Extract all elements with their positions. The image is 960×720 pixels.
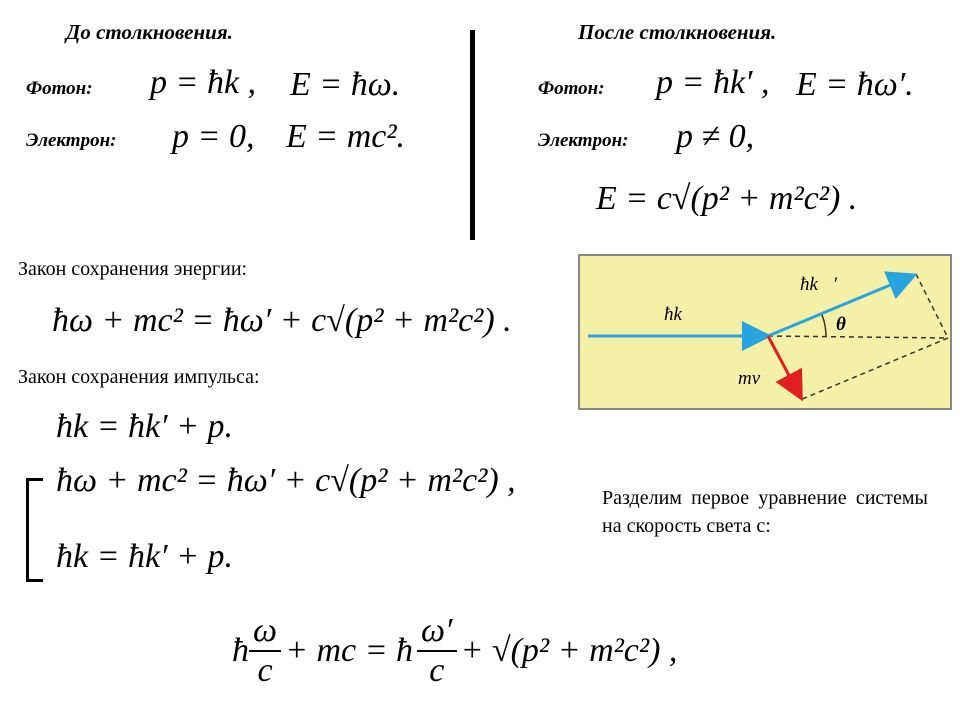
electron-momentum-label: mv⃗ [738, 368, 775, 389]
energy-law-formula: ħω + mc² = ħω′ + c√(p² + m²c²) . [52, 302, 512, 339]
before-photon-energy: E = ħω. [290, 66, 401, 103]
fraction-1-numerator: ω [249, 612, 281, 652]
final-equation [232, 606, 677, 696]
final-tail: + √(p² + m²c²) , [460, 632, 678, 669]
before-heading: До столкновения. [66, 20, 233, 44]
after-electron-momentum: p ≠ 0, [676, 118, 755, 155]
after-electron-label: Электрон: [538, 130, 629, 151]
after-heading: После столкновения. [578, 20, 777, 44]
system-equation-1: ħω + mc² = ħω′ + c√(p² + m²c²) , [56, 462, 516, 499]
momentum-law-title: Закон сохранения импульса: [18, 366, 260, 388]
before-electron-momentum: p = 0, [172, 118, 255, 155]
angle-theta-label: θ [836, 314, 846, 335]
before-electron-label: Электрон: [26, 130, 117, 151]
compton-diagram [578, 254, 952, 410]
fraction-2-numerator: ω′ [417, 612, 456, 652]
system-equation-2: ħk = ħk′ + p. [56, 538, 234, 575]
incoming-photon-label: ħk⃗ [664, 304, 697, 325]
fraction-omega-prime-over-c [417, 612, 456, 690]
scattered-photon-label: ħk⃗′ [800, 274, 837, 295]
fraction-1-denominator: c [257, 652, 273, 689]
vertical-divider [470, 30, 475, 240]
momentum-law-formula: ħk = ħk′ + p. [56, 408, 234, 445]
note-text: Разделим первое уравнение системы на скорость света c: [602, 487, 928, 537]
fraction-omega-over-c [249, 612, 281, 690]
after-photon-energy: E = ħω′. [796, 66, 914, 103]
energy-law-title: Закон сохранения энергии: [18, 258, 248, 280]
final-hbar-1: ħ [232, 632, 249, 669]
fraction-2-denominator: c [429, 652, 445, 689]
system-brace [26, 478, 43, 582]
final-middle: + mc = ħ [285, 632, 414, 669]
after-photon-label: Фотон: [538, 78, 605, 99]
before-electron-energy: E = mc². [286, 118, 406, 155]
after-photon-momentum: p = ħk′ , [656, 64, 770, 101]
before-photon-label: Фотон: [26, 78, 93, 99]
after-electron-energy: E = c√(p² + m²c²) . [596, 180, 858, 217]
before-photon-momentum: p = ħk , [150, 64, 257, 101]
